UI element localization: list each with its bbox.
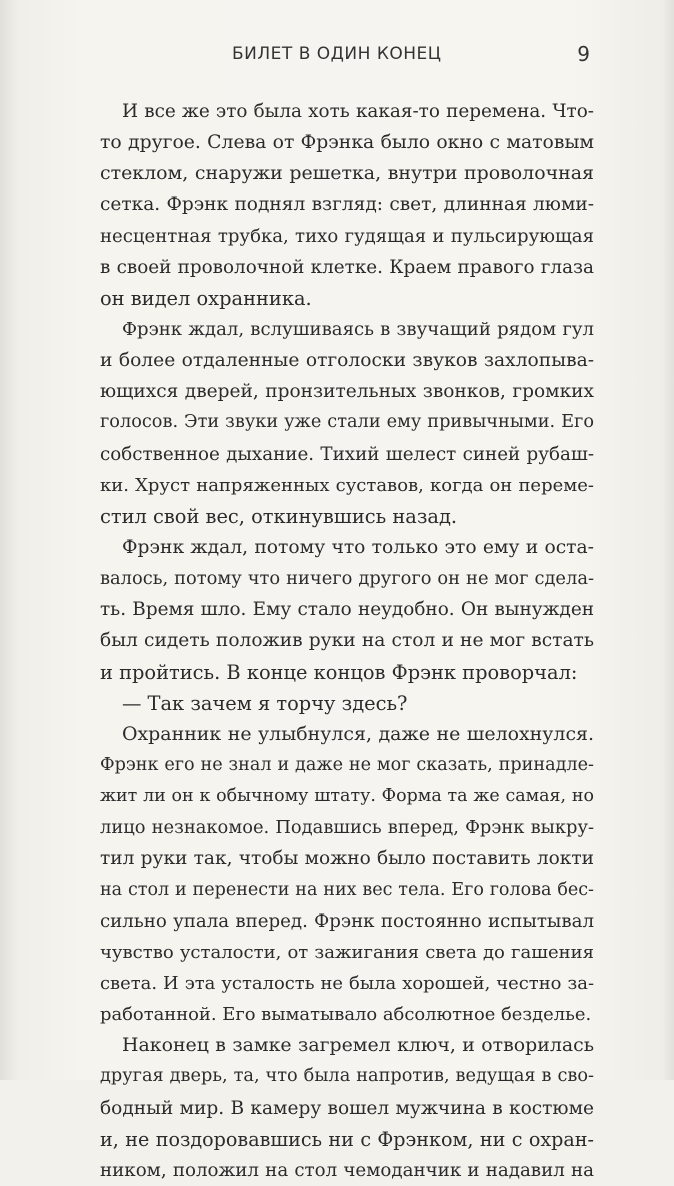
text-line: голосов. Эти звуки уже стали ему привычными. Его [100, 412, 594, 433]
text-line: тил руки так, чтобы можно было поставить локти [100, 848, 594, 870]
text-line: лицо незнакомое. Подавшись вперед, Фрэнк выкру- [100, 817, 594, 839]
text-line: И все же это была хоть какая-то перемена. Что- [122, 101, 594, 122]
text-line: другая дверь, та, что была напротив, ведущая в сво- [100, 1066, 594, 1087]
text-line: Наконец в замке загремел ключ, и отворилась [122, 1034, 594, 1057]
text-line: то другое. Слева от Фрэнка было окно с матовым [100, 132, 594, 154]
text-line: ющихся дверей, пронзительных звонков, громких [100, 381, 594, 403]
text-line: бодный мир. В камеру вошел мужчина в костюме [100, 1097, 594, 1119]
page-spine-shadow [0, 0, 18, 1080]
text-line: был сидеть положив руки на стол и не мог встать [100, 630, 594, 652]
text-line: ть. Время шло. Ему стало неудобно. Он вынужден [100, 599, 594, 621]
text-line: валось, потому что ничего другого он не мог сдела- [100, 568, 594, 590]
text-line: он видел охранника. [100, 286, 312, 310]
text-line: ником, положил на стол чемоданчик и надавил на [100, 1159, 594, 1181]
text-line: на стол и перенести на них вес тела. Его голова бес- [100, 879, 594, 900]
text-line: работанной. Его выматывало абсолютное безделье. [100, 1004, 592, 1026]
text-line: сильно упала вперед. Фрэнк постоянно испытывал [100, 910, 594, 932]
text-line: собственное дыхание. Тихий шелест синей рубаш- [100, 443, 594, 465]
dialogue-line: — Так зачем я торчу здесь? [122, 691, 408, 715]
text-line: Охранник не улыбнулся, даже не шелохнулся. [122, 722, 594, 745]
text-line: света. И эта усталость не была хорошей, честно за- [100, 972, 594, 994]
text-line: жит ли он к обычному штату. Форма та же самая, но [100, 786, 594, 807]
text-line: ки. Хруст напряженных суставов, когда он переме- [100, 474, 594, 496]
text-line: Фрэнк его не знал и даже не мог сказать, принадле- [100, 754, 594, 775]
text-line: и пройтись. В конце концов Фрэнк проворчал: [100, 660, 578, 684]
page-number: 9 [577, 42, 590, 66]
text-line: в своей проволочной клетке. Краем правого глаза [100, 256, 594, 278]
body-text [100, 96, 594, 1186]
running-title: БИЛЕТ В ОДИН КОНЕЦ [232, 44, 442, 64]
text-line: несцентная трубка, тихо гудящая и пульсирующая [100, 225, 594, 247]
text-line: стил свой вес, откинувшись назад. [100, 504, 458, 528]
text-line: сетка. Фрэнк поднял взгляд: свет, длинная люми- [100, 194, 594, 216]
text-line: Фрэнк ждал, вслушиваясь в звучащий рядом гул [122, 318, 594, 340]
page-edge-shadow [662, 0, 674, 1080]
text-line: стеклом, снаружи решетка, внутри проволочная [100, 162, 594, 185]
text-line: Фрэнк ждал, потому что только это ему и оста- [122, 536, 594, 558]
text-line: чувство усталости, от зажигания света до гашения [100, 941, 594, 963]
text-line: и, не поздоровавшись ни с Фрэнком, ни с охран- [100, 1127, 594, 1151]
text-line: и более отдаленные отголоски звуков захлопыва- [100, 350, 594, 372]
page-header [100, 44, 594, 74]
